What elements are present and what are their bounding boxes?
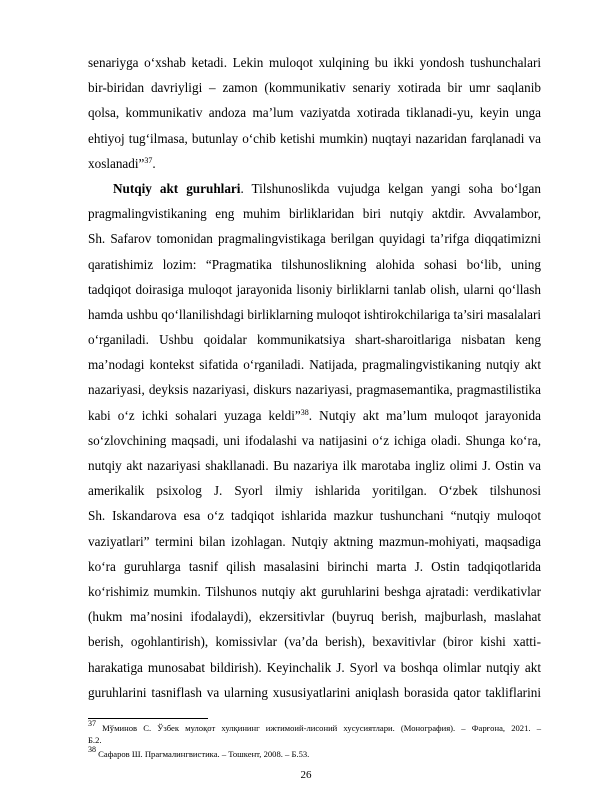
- text-line: Sh. Safarov tomonidan pragmalingvistikaga berilgan quyidagi ta’rifga diqqatimizni: [88, 231, 541, 247]
- text-line: berish, ogohlantirish), komissivlar (va’da berish), bexavitivlar (biror kishi xatti-: [88, 634, 541, 650]
- footnote-line: [88, 745, 541, 760]
- page-number: 26: [300, 769, 312, 781]
- text-line: qaratishimiz lozim: “Pragmatika tilshunoslikning alohida sohasi bo‘lib, uning: [88, 256, 541, 272]
- text-line: nazariyasi, deyksis nazariyasi, diskurs nazariyasi, pragmasemantika, pragmastilistika: [88, 382, 541, 398]
- text-line: (hukm ma’nosini ifodalaydi), ekzersitivlar (buyruq berish, majburlash, maslahat: [88, 609, 541, 625]
- text-line: senariyga o‘xshab ketadi. Lekin muloqot xulqining bu ikki yondosh tushunchalari: [88, 55, 541, 70]
- text-line: [88, 151, 541, 176]
- text-span: .: [152, 155, 156, 171]
- text-line: amerikalik psixolog J. Syorl ilmiy ishlarida yoritilgan. O‘zbek tilshunosi: [88, 483, 541, 499]
- text-span: . Tilshunoslikda vujudga kelgan yangi soha bo‘lgan: [240, 180, 541, 196]
- text-line: pragmalingvistikaning eng muhim birliklaridan biri nutqiy aktdir. Avvalambor,: [88, 206, 541, 222]
- text-line: ehtiyoj tug‘ilmasa, butunlay o‘chib ketishi mumkin) nuqtayi nazaridan farqlanadi va: [88, 130, 541, 146]
- footnote-divider: [88, 718, 208, 719]
- text-line: so‘zlovchining maqsadi, uni ifodalashi va natijasini o‘z ichiga oladi. Shunga ko‘ra,: [88, 432, 541, 448]
- footnote-number: 38: [88, 745, 96, 754]
- text-line: nutqiy akt nazariyasi shakllanadi. Bu nazariya ilk marotaba ingliz olimi J. Ostin va: [88, 458, 541, 473]
- text-span: xoslanadi”: [88, 155, 145, 171]
- footnote-text: Мўминов С. Ўзбек мулоқот хулқининг ижтимоий-лисоний хусусиятлари. (Монография). – Фарғона, 2021. –: [96, 723, 541, 733]
- footnote-text: Сафаров Ш. Прагмалингвистика. – Тошкент, 2008. – Б.53.: [96, 749, 310, 759]
- text-line: o‘rganiladi. Ushbu qoidalar kommunikatsiya shart-sharoitlariga nisbatan keng: [88, 332, 541, 348]
- text-line: guruhlarini tasniflash va ularning xususiyatlarini aniqlash borasida qator takliflarini: [88, 684, 541, 700]
- footnote-ref-38[interactable]: 38: [300, 407, 309, 417]
- body-text: [88, 50, 541, 705]
- footnote-line: [88, 719, 541, 734]
- footnote-line: Б.2.: [88, 735, 102, 745]
- text-line: hamda ushbu qo‘llanilishdagi birliklarning muloqot ishtirokchilariga ta’siri masalalari: [88, 306, 541, 322]
- section-heading: Nutqiy akt guruhlari: [113, 180, 241, 196]
- text-line: qolsa, kommunikativ andoza ma’lum vaziyatda xotirada tiklanadi-yu, keyin unga: [88, 105, 541, 121]
- footnote-ref-37[interactable]: 37: [144, 155, 153, 165]
- text-line: Sh. Iskandarova esa o‘z tadqiqot ishlarida mazkur tushunchani “nutqiy muloqot: [88, 508, 541, 524]
- text-span: kabi o‘z ichki sohalari yuzaga keldi”: [88, 407, 301, 423]
- text-line: vaziyatlari” termini bilan izohlagan. Nutqiy aktning mazmun-mohiyati, maqsadiga: [88, 533, 541, 549]
- text-line: bir-biridan davriyligi – zamon (kommunikativ senariy xotirada bir umr saqlanib: [88, 80, 541, 96]
- text-line: ko‘rishimiz mumkin. Tilshunos nutqiy akt guruhlarini beshga ajratadi: verdikativlar: [88, 583, 541, 599]
- footnote-number: 37: [88, 719, 96, 728]
- text-line: tadqiqot doirasiga muloqot jarayonida lisoniy birliklarni tanlab olish, ularni qo‘llash: [88, 281, 541, 297]
- footnote-37: [88, 719, 541, 746]
- footnote-38: [88, 745, 541, 760]
- text-line: ko‘ra guruhlarga tasnif qilish masalasini birinchi marta J. Ostin tadqiqotlarida: [88, 558, 541, 574]
- text-line: harakatiga munosabat bildirish). Keyinchalik J. Syorl va boshqa olimlar nutqiy akt: [88, 659, 541, 675]
- text-line: [88, 403, 541, 428]
- text-line: ma’nodagi kontekst sifatida o‘rganiladi. Natijada, pragmalingvistikaning nutqiy akt: [88, 357, 541, 373]
- text-span: . Nutqiy akt ma’lum muloqot jarayonida: [308, 407, 541, 423]
- text-line: [88, 176, 541, 201]
